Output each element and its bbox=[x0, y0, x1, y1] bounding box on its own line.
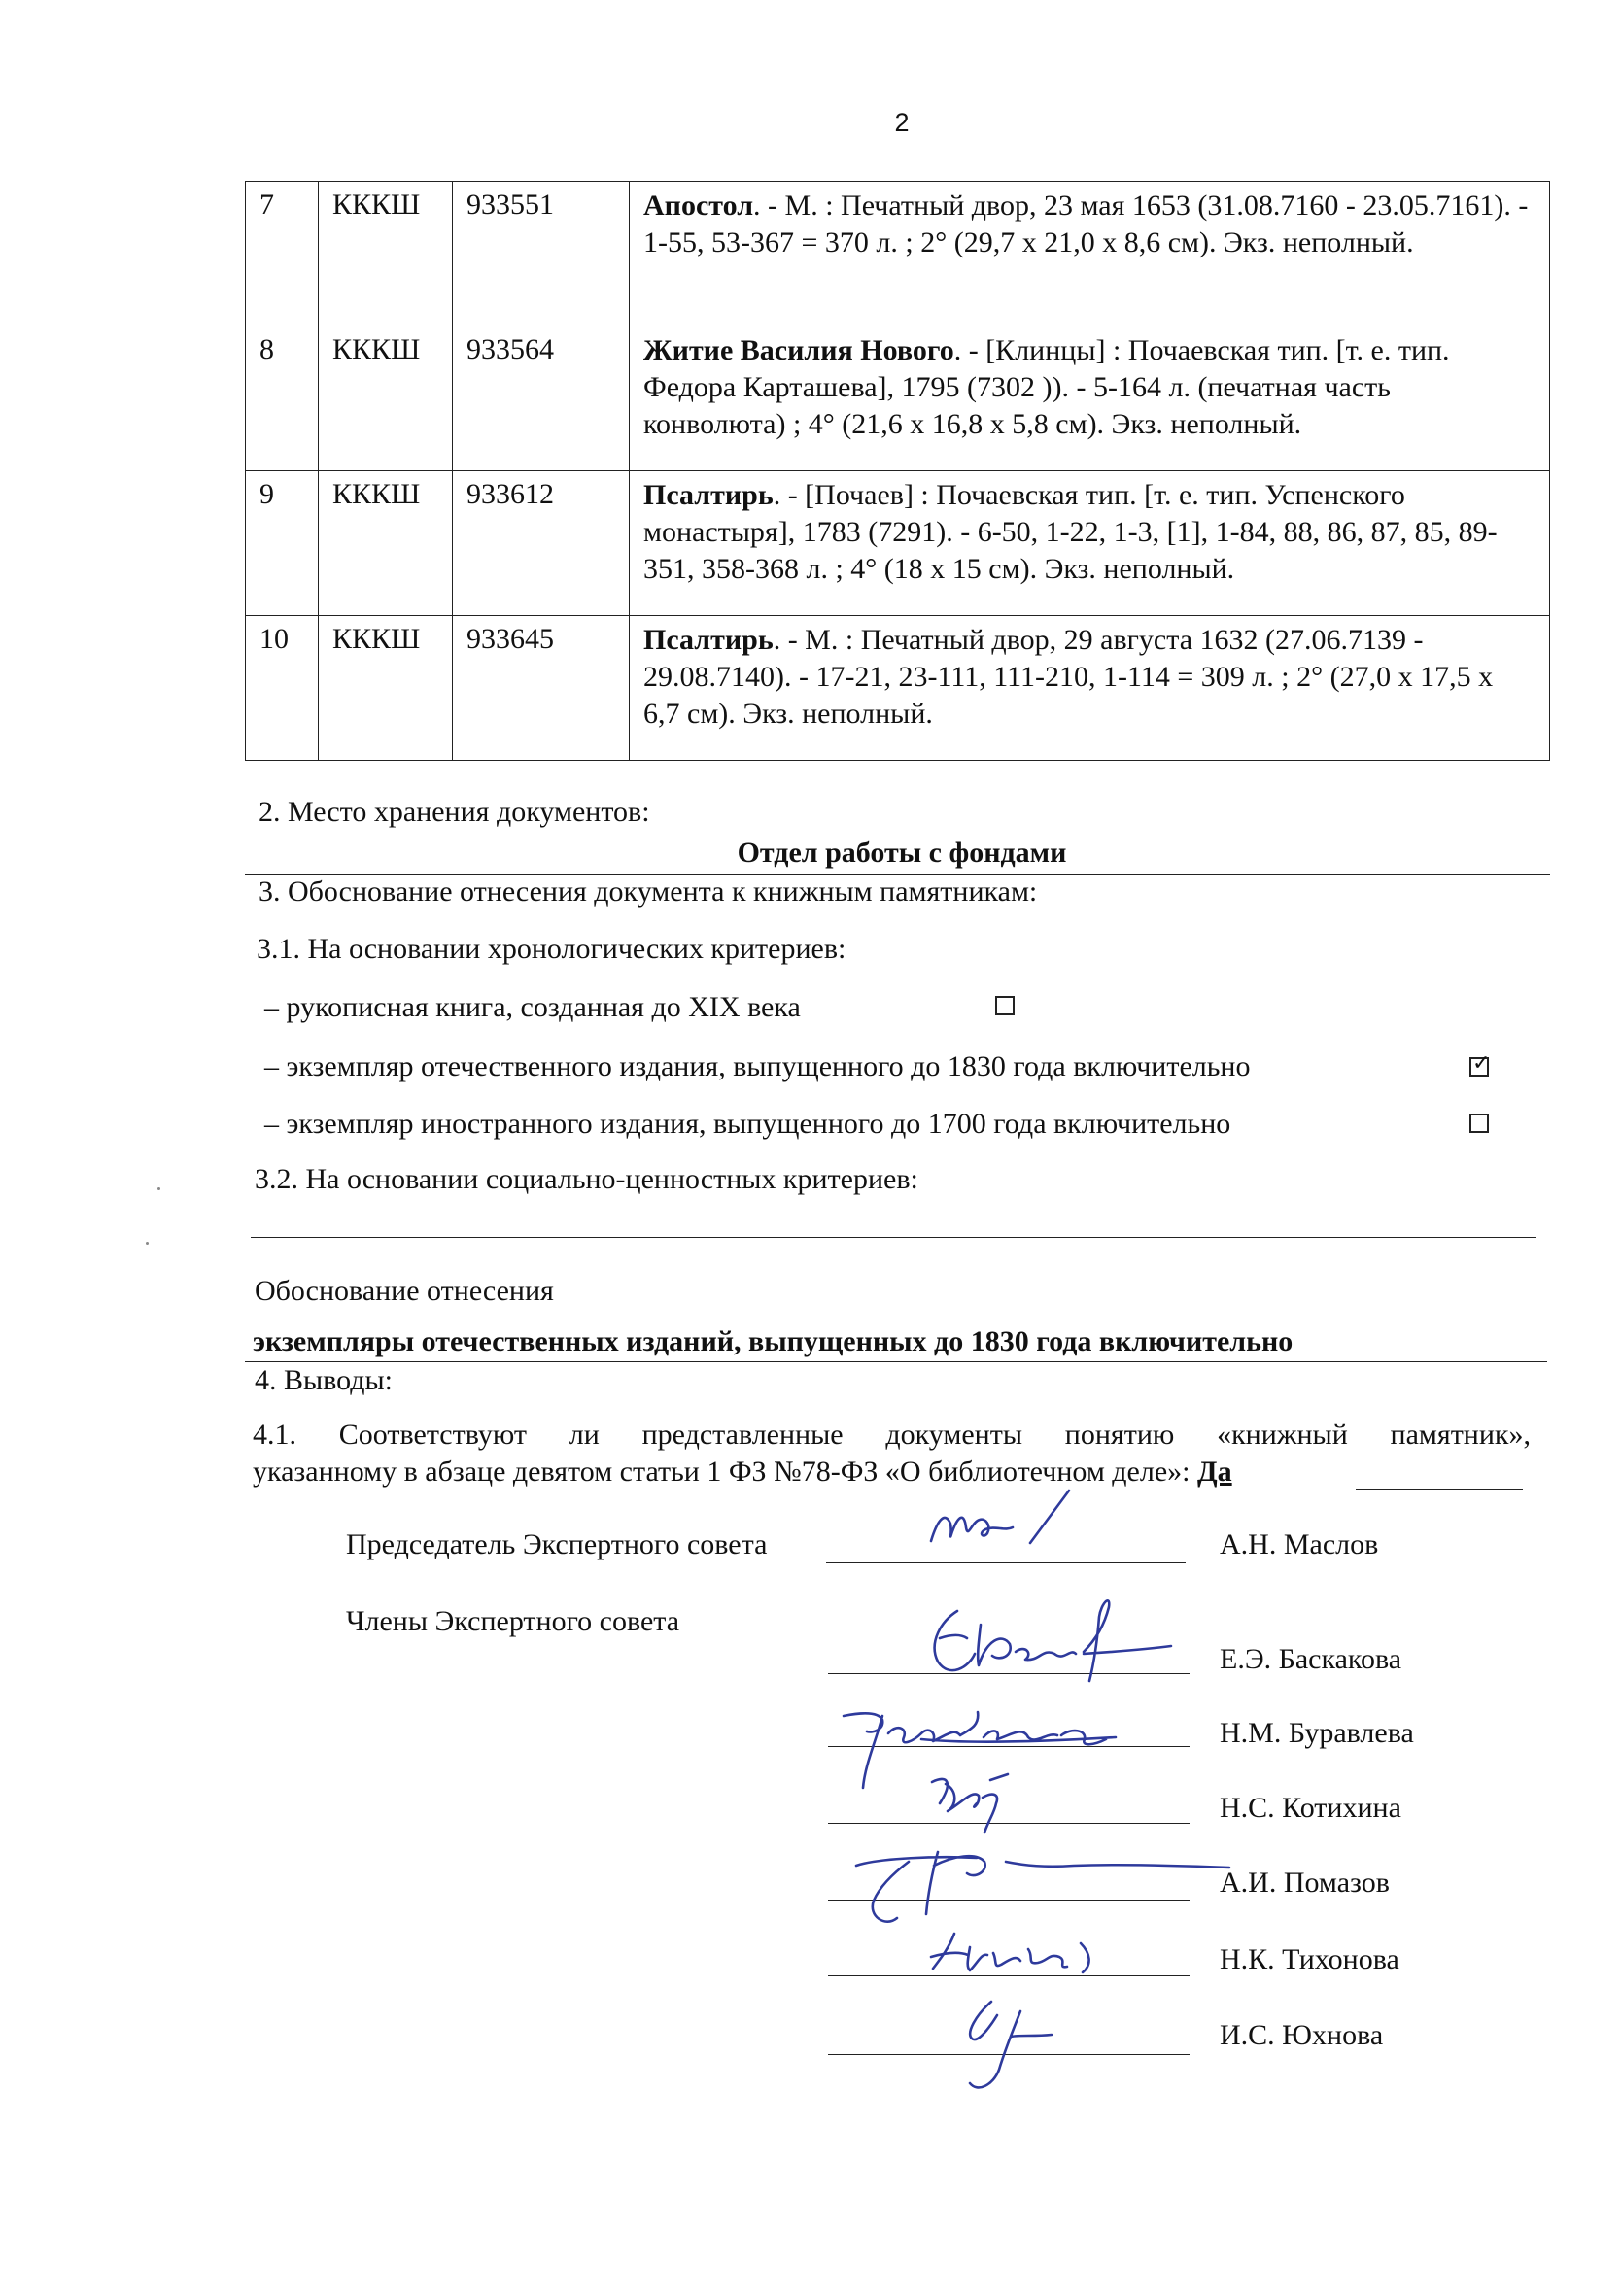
justification-label: Обоснование отнесения bbox=[255, 1275, 554, 1307]
fund-code: КККШ bbox=[319, 471, 453, 616]
row-number: 9 bbox=[246, 471, 319, 616]
chair-label: Председатель Экспертного совета bbox=[346, 1528, 768, 1560]
member-name: Н.С. Котихина bbox=[1220, 1792, 1401, 1824]
book-details: . - М. : Печатный двор, 23 мая 1653 (31.08.7160 - 23.05.7161). - 1-55, 53-367 = 370 л. ; 2° (29,7 х 21,0 х 8,6 см). Экз. неполный. bbox=[643, 189, 1529, 259]
book-description bbox=[630, 182, 1550, 326]
scan-speck bbox=[157, 1187, 160, 1190]
book-details: . - М. : Печатный двор, 29 августа 1632 (27.06.7139 - 29.08.7140). - 17-21, 23-111, 111-210, 1-114 = 309 л. ; 2° (27,0 х 17,5 х 6,7 см). Экз. неполный. bbox=[643, 624, 1494, 731]
section4-heading: 4. Выводы: bbox=[255, 1364, 394, 1396]
inventory-number: 933645 bbox=[453, 616, 630, 761]
book-title: Апостол bbox=[643, 189, 754, 222]
table-row bbox=[246, 616, 1550, 761]
member-name: Е.Э. Баскакова bbox=[1220, 1643, 1402, 1675]
chair-signature bbox=[923, 1483, 1137, 1580]
chrono-criteria-heading: 3.1. На основании хронологических критериев: bbox=[257, 933, 846, 965]
members-label: Члены Экспертного совета bbox=[346, 1605, 680, 1637]
conclusion-question: указанному в абзаце девятом статьи 1 ФЗ №78-ФЗ «О библиотечном деле»: bbox=[253, 1456, 1197, 1488]
book-details: . - [Почаев] : Почаевская тип. [т. е. тип. Успенского монастыря], 1783 (7291). - 6-50, 1-22, 1-3, [1], 1-84, 88, 86, 87, 85, 89-351, 358-368 л. ; 4° (18 х 15 см). Экз. неполный. bbox=[643, 479, 1498, 586]
member-name: А.И. Помазов bbox=[1220, 1867, 1390, 1899]
table-row bbox=[246, 182, 1550, 326]
storage-label: 2. Место хранения документов: bbox=[259, 796, 650, 828]
chair-name: А.Н. Маслов bbox=[1220, 1528, 1379, 1560]
row-number: 8 bbox=[246, 326, 319, 471]
inventory-number: 933551 bbox=[453, 182, 630, 326]
conclusion-answer: Да bbox=[1197, 1456, 1232, 1488]
table-row bbox=[246, 326, 1550, 471]
book-title: Псалтирь bbox=[643, 624, 774, 656]
checkbox-domestic-edition[interactable] bbox=[1469, 1051, 1491, 1077]
fund-code: КККШ bbox=[319, 616, 453, 761]
criterion-domestic-edition: – экземпляр отечественного издания, выпущенного до 1830 года включительно bbox=[264, 1050, 1251, 1082]
inventory-number: 933564 bbox=[453, 326, 630, 471]
storage-value: Отдел работы с фондами bbox=[737, 837, 1067, 869]
justification-value: экземпляры отечественных изданий, выпущенных до 1830 года включительно bbox=[253, 1325, 1294, 1357]
book-description bbox=[630, 471, 1550, 616]
book-details: . - [Клинцы] : Почаевская тип. [т. е. тип. Федора Карташева], 1795 (7302 )). - 5-164 л. (печатная часть конволюта) ; 4° (21,6 х 16,8 х 5,8 см). Экз. неполный. bbox=[643, 334, 1450, 441]
records-table bbox=[245, 181, 1550, 761]
conclusion-line-1: 4.1. Соответствуют ли представленные документы понятию «книжный памятник», bbox=[253, 1419, 1531, 1451]
checkmark-icon: ✓ bbox=[1472, 1051, 1491, 1076]
member-signature bbox=[925, 1916, 1158, 2004]
book-description bbox=[630, 326, 1550, 471]
checkbox-foreign-edition[interactable] bbox=[1469, 1114, 1489, 1133]
table-row bbox=[246, 471, 1550, 616]
row-number: 7 bbox=[246, 182, 319, 326]
answer-underline bbox=[1356, 1489, 1523, 1490]
justification-underline bbox=[245, 1361, 1547, 1362]
fund-code: КККШ bbox=[319, 326, 453, 471]
social-criteria-heading: 3.2. На основании социально-ценностных критериев: bbox=[255, 1163, 918, 1195]
scan-speck bbox=[146, 1242, 149, 1245]
criterion-foreign-edition: – экземпляр иностранного издания, выпущенного до 1700 года включительно bbox=[264, 1108, 1231, 1140]
member-signature bbox=[918, 1584, 1200, 1700]
social-criteria-line bbox=[251, 1237, 1536, 1238]
member-name: И.С. Юхнова bbox=[1220, 2019, 1384, 2051]
book-description bbox=[630, 616, 1550, 761]
member-signature bbox=[962, 1992, 1147, 2118]
criterion-manuscript: – рукописная книга, созданная до XIX века bbox=[264, 991, 801, 1023]
fund-code: КККШ bbox=[319, 182, 453, 326]
book-title: Житие Василия Нового bbox=[643, 334, 954, 366]
page-number: 2 bbox=[894, 108, 910, 137]
checkbox-manuscript[interactable] bbox=[995, 996, 1015, 1015]
inventory-number: 933612 bbox=[453, 471, 630, 616]
section3-heading: 3. Обоснование отнесения документа к книжным памятникам: bbox=[259, 875, 1038, 908]
book-title: Псалтирь bbox=[643, 479, 774, 511]
member-name: Н.К. Тихонова bbox=[1220, 1943, 1399, 1975]
member-name: Н.М. Буравлева bbox=[1220, 1717, 1414, 1749]
row-number: 10 bbox=[246, 616, 319, 761]
